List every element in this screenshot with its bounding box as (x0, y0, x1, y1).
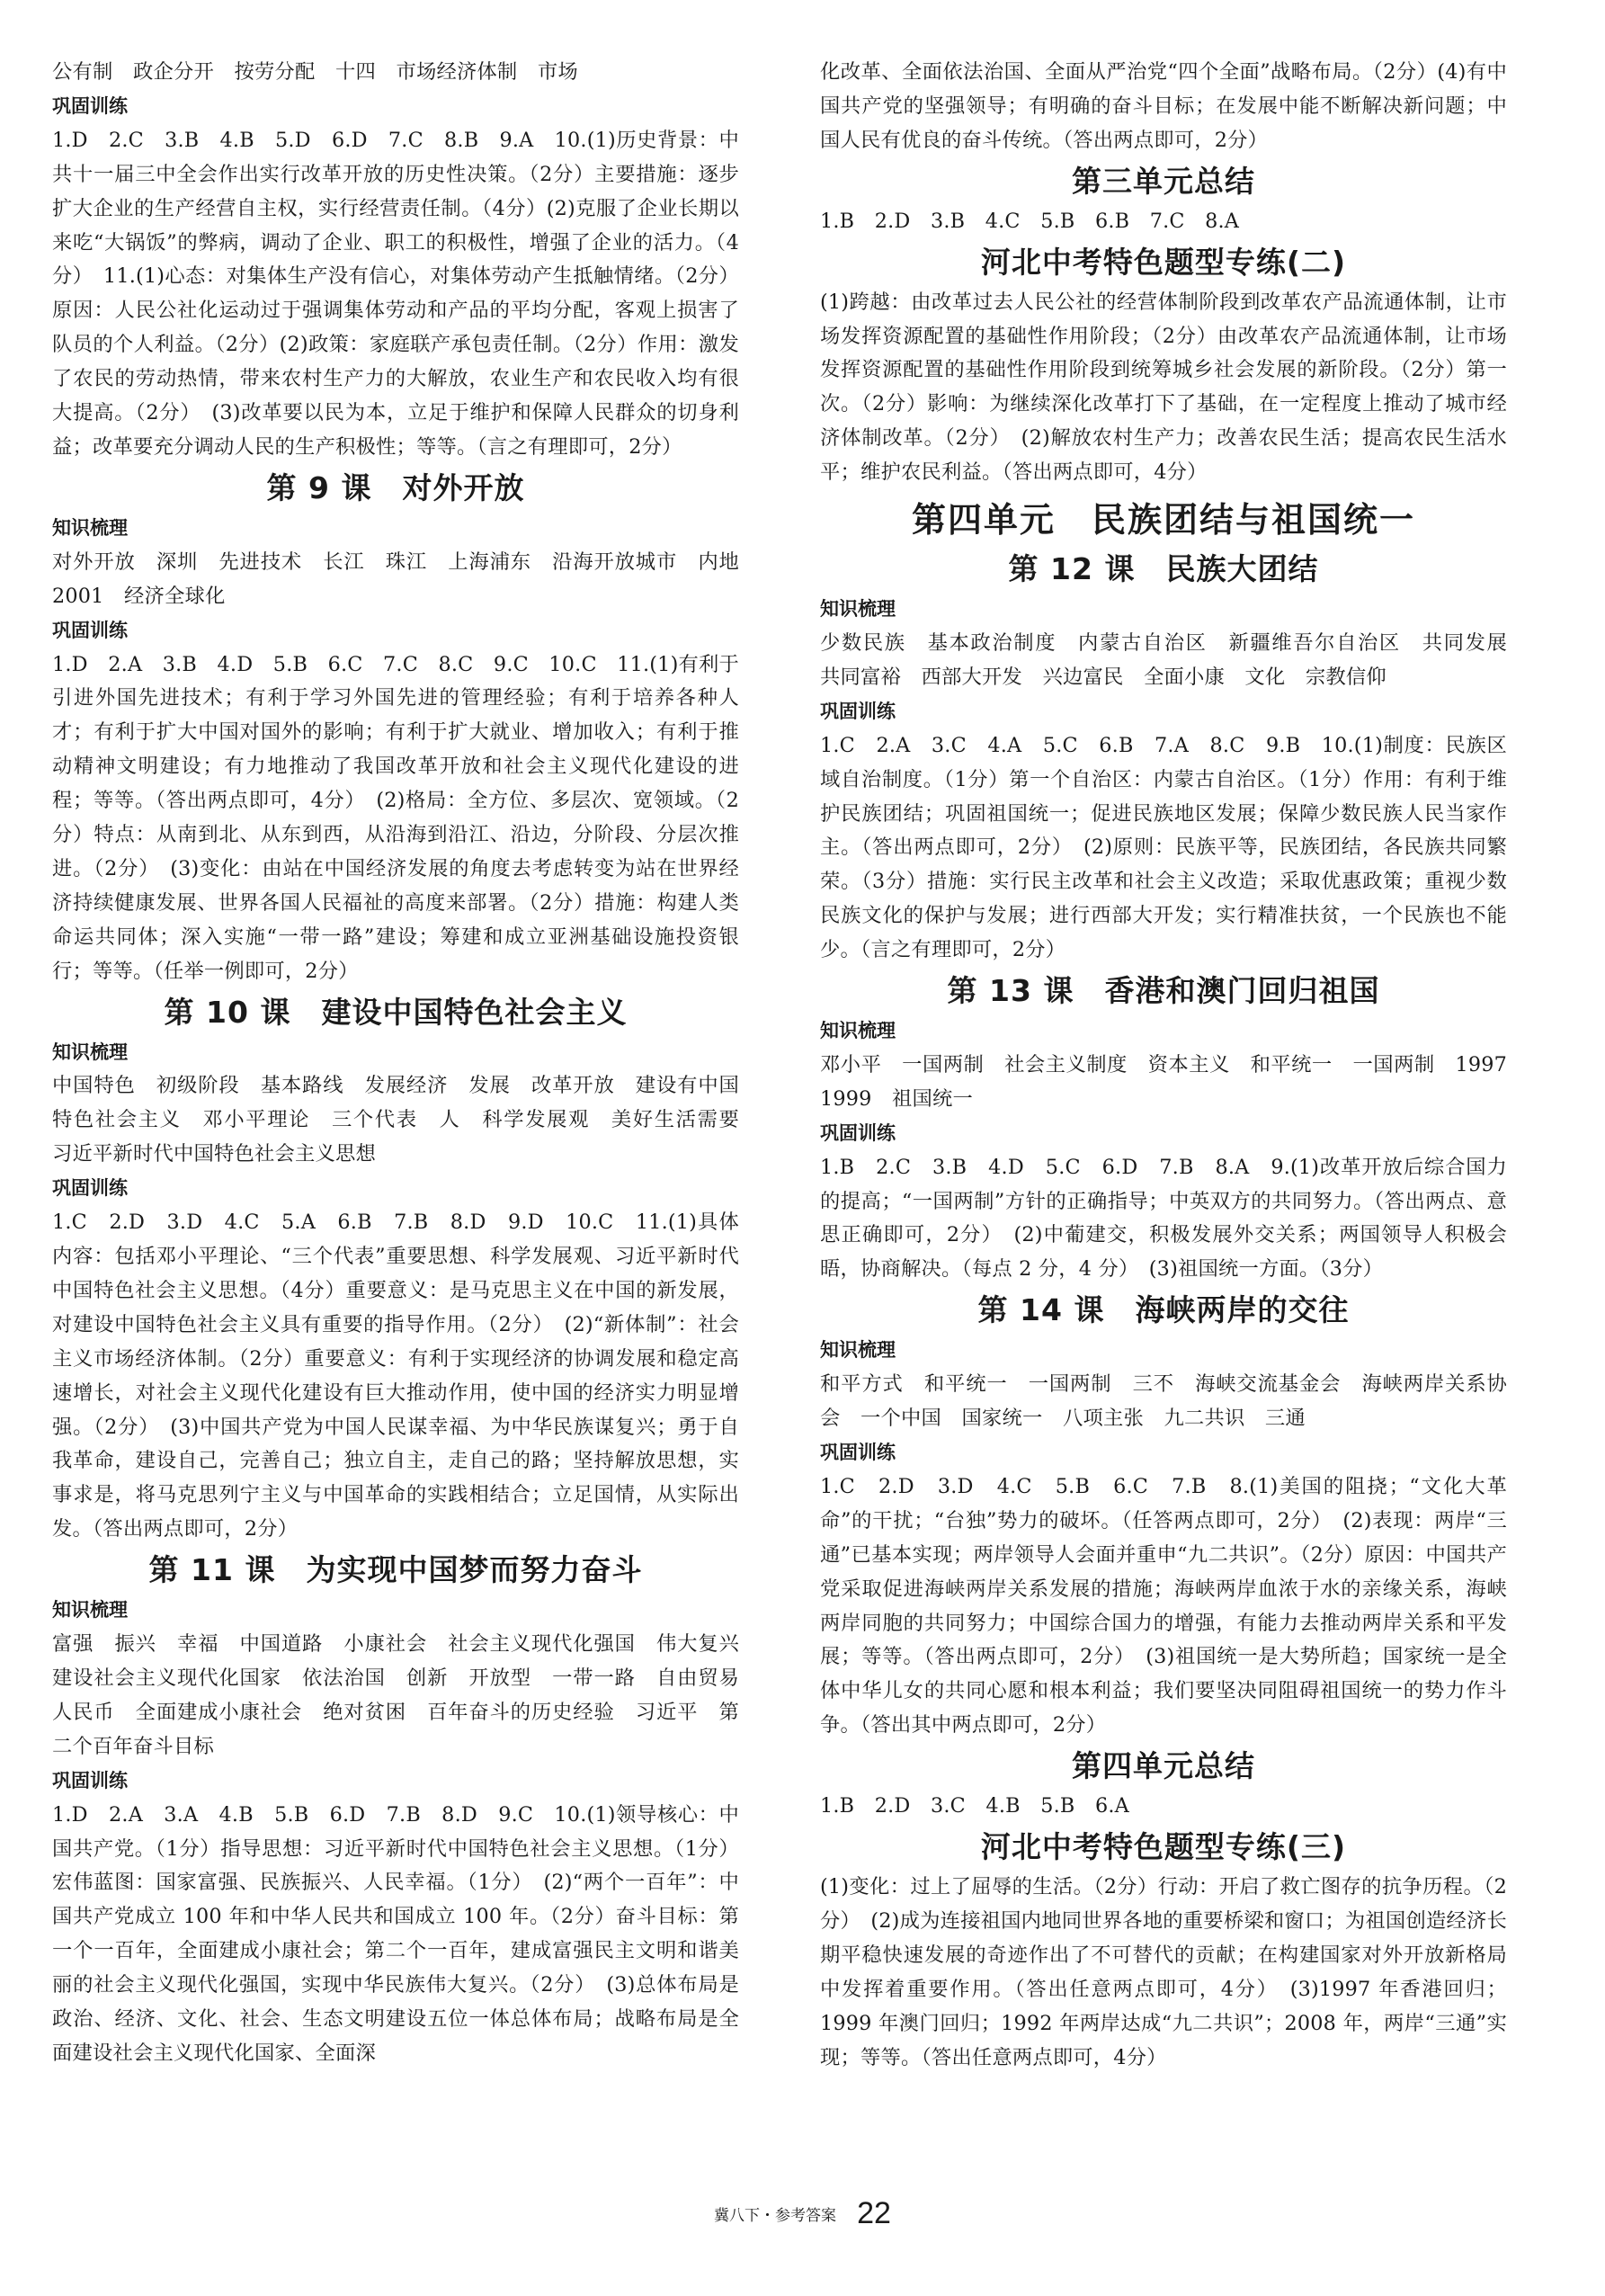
lesson14-knowledge: 和平方式 和平统一 一国两制 三不 海峡交流基金会 海峡两岸关系协会 一个中国 国家统一 八项主张 九二共识 三通 (820, 1372, 1507, 1431)
lesson8-answers: 1.D 2.C 3.B 4.B 5.D 6.D 7.C 8.B 9.A 10.(1)历史背景：中共十一届三中全会作出实行改革开放的历史性决策。（2分）主要措施：逐步扩大企业的生产经营自主权，实行经营责任制。（4分）(2)克服了企业长期以来吃“大锅饭”的弊病，调动了企业、职工的积极性，增强了企业的活力。（4分） 11.(1)心态：对集体生产没有信心，对集体劳动产生抵触情绪。（2分）原因：人民公社化运动过于强调集体劳动和产品的平均分配，客观上损害了队员的个人利益。（2分）(2)政策：家庭联产承包责任制。（2分）作用：激发了农民的劳动热情，带来农村生产力的大解放，农业生产和农民收入均有很大提高。（2分） (3)改革要以民为本，立足于维护和保障人民群众的切身利益；改革要充分调动人民的生产积极性；等等。（言之有理即可，2分） (52, 128, 739, 459)
unit3-summary-answers: 1.B 2.D 3.B 4.C 5.B 6.B 7.C 8.A (820, 209, 1240, 233)
lesson11-answers-continued: 化改革、全面依法治国、全面从严治党“四个全面”战略布局。（2分）(4)有中国共产党的坚强领导；有明确的奋斗目标；在发展中能不断解决新问题；中国人民有优良的奋斗传统。（答出两点即可，2分） (820, 60, 1507, 152)
special-practice-2-answers: (1)跨越：由改革过去人民公社的经营体制阶段到改革农产品流通体制，让市场发挥资源配置的基础性作用阶段；（2分）由改革农产品流通体制，让市场发挥资源配置的基础性作用阶段到统筹城乡社会发展的新阶段。（2分）第一次。（2分）影响：为继续深化改革打下了基础，在一定程度上推动了城市经济体制改革。（2分） (2)解放农村生产力；改善农民生活；提高农民生活水平；维护农民利益。（答出两点即可，4分） (820, 290, 1507, 485)
lesson10-knowledge: 中国特色 初级阶段 基本路线 发展经济 发展 改革开放 建设有中国特色社会主义 邓小平理论 三个代表 人 科学发展观 美好生活需要 习近平新时代中国特色社会主义思想 (52, 1074, 760, 1166)
page-number: 22 (857, 2196, 891, 2230)
knowledge-label: 知识梳理 (820, 1020, 896, 1042)
lesson9-knowledge: 对外开放 深圳 先进技术 长江 珠江 上海浦东 沿海开放城市 内地 2001 经济全球化 (52, 549, 760, 608)
knowledge-label: 知识梳理 (820, 1339, 896, 1362)
knowledge-label: 知识梳理 (52, 516, 128, 539)
left-column (52, 56, 760, 2071)
lesson13-knowledge: 邓小平 一国两制 社会主义制度 资本主义 和平统一 一国两制 1997 1999 祖国统一 (820, 1052, 1528, 1111)
lesson11-answers: 1.D 2.A 3.A 4.B 5.B 6.D 7.B 8.D 9.C 10.(1)领导核心：中国共产党。（1分）指导思想：习近平新时代中国特色社会主义思想。（1分）宏伟蓝图：国家富强、民族振兴、人民幸福。（1分） (2)“两个一百年”：中国共产党成立 100 年和中华人民共和国成立 100 年。（2分）奋斗目标：第一个一百年，全面建成小康社会；第二个一百年，建成富强民主文明和谐美丽的社会主义现代化强国，实现中华民族伟大复兴。（2分） (3)总体布局是政治、经济、文化、社会、生态文明建设五位一体总体布局；战略布局是全面建设社会主义现代化国家、全面深 (52, 1802, 739, 2065)
lesson13-answers: 1.B 2.C 3.B 4.D 5.C 6.D 7.B 8.A 9.(1)改革开放后综合国力的提高；“一国两制”方针的正确指导；中英双方的共同努力。（答出两点、意思正确即可，2分） (2)中葡建交，积极发展外交关系；两国领导人积极会晤，协商解决。（每点 2 分，4 分） (3)祖国统一方面。（3分） (820, 1155, 1507, 1282)
lesson10-title: 第 10 课 建设中国特色社会主义 (164, 994, 628, 1030)
consolidation-label: 巩固训练 (52, 619, 128, 641)
lesson10-answers: 1.C 2.D 3.D 4.C 5.A 6.B 7.B 8.D 9.D 10.C 11.(1)具体内容：包括邓小平理论、“三个代表”重要思想、科学发展观、习近平新时代中国特色社会主义思想。（4分）重要意义：是马克思主义在中国的新发展，对建设中国特色社会主义具有重要的指导作用。（2分） (2)“新体制”：社会主义市场经济体制。（2分）重要意义：有利于实现经济的协调发展和稳定高速增长，对社会主义现代化建设有巨大推动作用，使中国的经济实力明显增强。（2分） (3)中国共产党为中国人民谋幸福、为中华民族谋复兴；勇于自我革命，建设自己，完善自己；独立自主，走自己的路；坚持解放思想，实事求是，将马克思列宁主义与中国革命的实践相结合；立足国情，从实际出发。（答出两点即可，2分） (52, 1211, 739, 1541)
consolidation-label: 巩固训练 (820, 700, 896, 722)
lesson12-knowledge: 少数民族 基本政治制度 内蒙古自治区 新疆维吾尔自治区 共同发展 共同富裕 西部大开发 兴边富民 全面小康 文化 宗教信仰 (820, 630, 1528, 689)
lesson11-title: 第 11 课 为实现中国梦而努力奋斗 (148, 1552, 643, 1588)
lesson12-answers: 1.C 2.A 3.C 4.A 5.C 6.B 7.A 8.C 9.B 10.(1)制度：民族区域自治制度。（1分）第一个自治区：内蒙古自治区。（1分）作用：有利于维护民族团结；巩固祖国统一；促进民族地区发展；保障少数民族人民当家作主。（答出两点即可，2分） (2)原则：民族平等，民族团结，各民族共同繁荣。（3分）措施：实行民主改革和社会主义改造；采取优惠政策；重视少数民族文化的保护与发展；进行西部大开发；实行精准扶贫，一个民族也不能少。（言之有理即可，2分） (820, 733, 1507, 962)
special-practice-3-title: 河北中考特色题型专练(三) (980, 1829, 1347, 1865)
lesson11-knowledge: 富强 振兴 幸福 中国道路 小康社会 社会主义现代化强国 伟大复兴 建设社会主义现代化国家 依法治国 创新 开放型 一带一路 自由贸易 人民币 全面建成小康社会 绝对贫困 百年奋斗的历史经验 习近平 第二个百年奋斗目标 (52, 1632, 760, 1758)
consolidation-label: 巩固训练 (52, 94, 128, 117)
lesson9-answers: 1.D 2.A 3.B 4.D 5.B 6.C 7.C 8.C 9.C 10.C 11.(1)有利于引进外国先进技术；有利于学习外国先进的管理经验；有利于培养各种人才；有利于扩大中国对国外的影响；有利于扩大就业、增加收入；有利于推动精神文明建设；有力地推动了我国改革开放和社会主义现代化建设的进程；等等。（答出两点即可，4分） (2)格局：全方位、多层次、宽领域。（2分）特点：从南到北、从东到西，从沿海到沿江、沿边，分阶段、分层次推进。（2分） (3)变化：由站在中国经济发展的角度去考虑转变为站在世界经济持续健康发展、世界各国人民福祉的高度来部署。（2分）措施：构建人类命运共同体；深入实施“一带一路”建设；筹建和成立亚洲基础设施投资银行；等等。（任举一例即可，2分） (52, 652, 739, 983)
unit4-summary-title: 第四单元总结 (1072, 1748, 1255, 1784)
lesson14-answers: 1.C 2.D 3.D 4.C 5.B 6.C 7.B 8.(1)美国的阻挠；“文化大革命”的干扰；“台独”势力的破坏。（任答两点即可，2分） (2)表现：两岸“三通”已基本实现；两岸领导人会面并重申“九二共识”。（2分）原因：中国共产党采取促进海峡两岸关系发展的措施；海峡两岸血浓于水的亲缘关系，海峡两岸同胞的共同努力；中国综合国力的增强，有能力去推动两岸关系和平发展；等等。（答出两点即可，2分） (3)祖国统一是大势所趋；国家统一是全体中华儿女的共同心愿和根本利益；我们要坚决同阻碍祖国统一的势力作斗争。（答出其中两点即可，2分） (820, 1474, 1507, 1738)
right-column (820, 56, 1528, 2076)
special-practice-3-answers: (1)变化：过上了屈辱的生活。（2分）行动：开启了救亡图存的抗争历程。（2分） (2)成为连接祖国内地同世界各地的重要桥梁和窗口；为祖国创造经济长期平稳快速发展的奇迹作出了不可替代的贡献；在构建国家对外开放新格局中发挥着重要作用。（答出任意两点即可，4分） (3)1997 年香港回归；1999 年澳门回归；1992 年两岸达成“九二共识”；2008 年，两岸“三通”实现；等等。（答出任意两点即可，4分） (820, 1875, 1507, 2069)
footer-label: 冀八下・参考答案 (714, 2207, 837, 2225)
unit4-title: 第四单元 民族团结与祖国统一 (911, 500, 1415, 540)
consolidation-label: 巩固训练 (52, 1769, 128, 1791)
special-practice-2-title: 河北中考特色题型专练(二) (980, 244, 1347, 280)
knowledge-label: 知识梳理 (52, 1041, 128, 1063)
unit4-summary-answers: 1.B 2.D 3.C 4.B 5.B 6.A (820, 1794, 1129, 1818)
lesson9-title: 第 9 课 对外开放 (266, 469, 525, 505)
unit3-knowledge-continued: 公有制 政企分开 按劳分配 十四 市场经济体制 市场 (52, 60, 578, 84)
lesson12-title: 第 12 课 民族大团结 (1008, 551, 1319, 587)
page-footer (0, 2196, 1605, 2231)
unit3-summary-title: 第三单元总结 (1072, 163, 1255, 199)
lesson13-title: 第 13 课 香港和澳门回归祖国 (947, 973, 1380, 1009)
consolidation-label: 巩固训练 (820, 1121, 896, 1144)
consolidation-label: 巩固训练 (52, 1177, 128, 1200)
knowledge-label: 知识梳理 (52, 1599, 128, 1621)
lesson14-title: 第 14 课 海峡两岸的交往 (977, 1292, 1350, 1328)
consolidation-label: 巩固训练 (820, 1442, 896, 1463)
knowledge-label: 知识梳理 (820, 598, 896, 621)
